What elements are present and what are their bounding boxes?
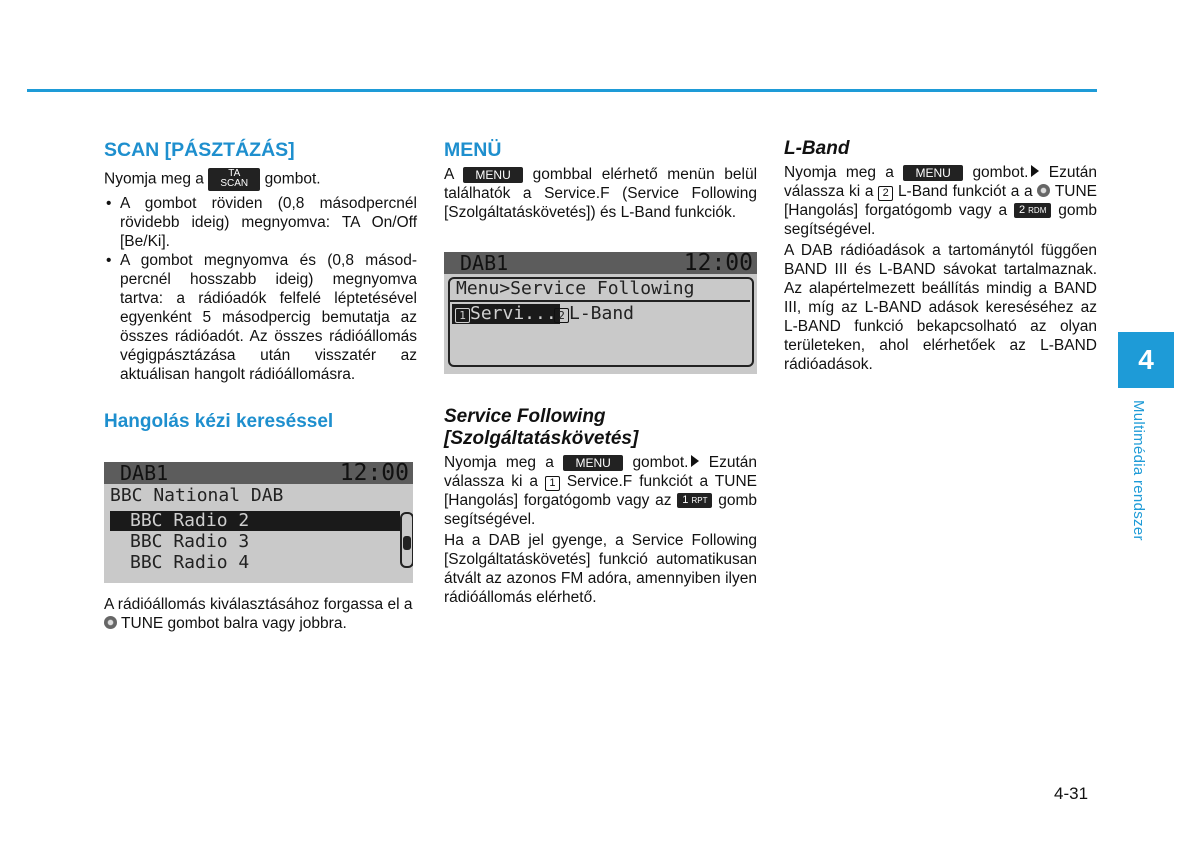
lcd-list-item: BBC Radio 3	[130, 531, 250, 552]
lband-p1-mid: gombot.	[972, 164, 1029, 181]
tune-knob-icon	[104, 616, 117, 629]
lcd-station: BBC National DAB	[110, 485, 284, 506]
tune-knob-icon	[1037, 184, 1050, 197]
lcd-screen-manual	[104, 462, 413, 583]
menu-button-icon: MENU	[463, 167, 523, 183]
lcd-option-1	[452, 304, 560, 324]
sf-p1-pre: Nyomja meg a	[444, 454, 554, 471]
rdm-number: 2	[1018, 204, 1026, 217]
lband-p1-post2: TUNE [Hangolás] forgatógomb vagy a	[784, 183, 1098, 219]
sf-heading-1: Service Following	[444, 406, 606, 427]
service-following-block	[444, 406, 757, 607]
rpt-button-icon	[677, 493, 712, 508]
scan-label: SCAN	[220, 178, 249, 189]
lband-paragraph-1: Nyomja meg a MENU gombot. Ezután válassza ki a 2 L-Band funkciót a a TUNE [Hangolás] forgatógomb vagy a 2 RDM gomb segítségével.	[784, 164, 1098, 238]
page-number: 4-31	[1054, 784, 1089, 803]
rdm-button-icon	[1014, 203, 1051, 218]
lcd-band-label: DAB1	[460, 252, 509, 275]
top-rule	[27, 89, 1097, 92]
scan-intro	[104, 168, 417, 191]
scan-heading: SCAN [PÁSZTÁZÁS]	[104, 139, 295, 161]
menu-text-pre: A	[444, 166, 454, 183]
list-item: • A gombot röviden (0,8 másodpercnél rövidebb ideig) megnyomva: TA On/Off [Be/Ki].	[104, 194, 417, 251]
chapter-tab: 4	[1118, 332, 1174, 388]
lcd-top-bar	[444, 252, 757, 274]
lband-p1-pre: Nyomja meg a	[784, 164, 894, 181]
manual-text	[104, 595, 417, 633]
manual-text-post: TUNE gombot balra vagy jobbra.	[121, 615, 347, 632]
sf-p1-end: gomb segítségével.	[444, 492, 758, 528]
lcd-screen-menu	[444, 252, 757, 374]
lband-p1-post1: L-Band funkciót a	[897, 183, 1020, 200]
scan-intro-pre: Nyomja meg a	[104, 170, 204, 188]
rpt-number: 1	[682, 494, 689, 507]
number-1-icon: 1	[545, 476, 560, 491]
rpt-label: RPT	[691, 496, 708, 506]
menu-text-post: gombbal elérhető menün belül találhatók a Service.F (Service Following [Szolgáltatáskövetés]) és L-Band funkciók.	[444, 166, 758, 221]
sf-paragraph-1	[444, 453, 757, 529]
sf-paragraph-2: Ha a DAB jel gyenge, a Service Following [Szolgáltatáskövetés] funkció automatikusan átvált az azonos FM adóra, amennyiben ilyen rádióállomás elérhető.	[444, 532, 757, 606]
manual-text-pre: A rádióállomás kiválasztásához forgassa el a	[104, 596, 413, 613]
lband-heading: L-Band	[784, 138, 850, 159]
menu-heading: MENÜ	[444, 139, 502, 161]
lcd-list-item: BBC Radio 4	[130, 552, 250, 573]
menu-text	[444, 165, 757, 222]
lcd-option-label: Servi...	[470, 303, 557, 324]
column-3	[784, 138, 1097, 374]
scan-intro-post: gombot.	[264, 170, 321, 188]
sf-p1-mid2: Ezután válassza ki a	[444, 454, 757, 490]
lcd-scroll-thumb	[403, 536, 411, 550]
manual-text-block	[104, 595, 417, 633]
sf-p1-post: Service.F funkciót a TUNE [Hangolás] forgatógomb vagy az	[444, 473, 757, 509]
lband-paragraph-2: A DAB rádióadások a tartománytól függően BAND III és L-BAND sávokat tartalmaznak. Az alapértelmezett beállítás mindig a BAND III, míg az L-BAND adások kereséséhez az L-BAND funkció bekapcsolható az olyan területeken, ahol elérhetőek az L-BAND rádióadások.	[784, 242, 1097, 373]
arrow-right-icon	[691, 455, 699, 467]
sf-p1-mid: gombot.	[632, 454, 689, 471]
rdm-label: RDM	[1028, 206, 1047, 216]
option-number-icon: 1	[455, 308, 470, 323]
lcd-option-2	[554, 304, 634, 324]
lcd-time: 12:00	[339, 462, 409, 486]
lcd-time: 12:00	[683, 252, 753, 276]
lband-p1-end: gomb segítségével.	[784, 202, 1098, 238]
ta-label: TA	[228, 168, 241, 179]
ta-scan-button-icon	[208, 168, 260, 191]
number-2-icon: 2	[878, 186, 893, 201]
sf-heading-2: [Szolgáltatáskövetés]	[444, 428, 639, 449]
arrow-right-icon	[1031, 165, 1039, 177]
lcd-scrollbar	[400, 512, 413, 568]
menu-button-icon: MENU	[903, 165, 963, 181]
lcd-band-label: DAB1	[120, 462, 169, 485]
scan-bullets	[104, 194, 417, 384]
manual-heading: Hangolás kézi kereséssel	[104, 411, 334, 432]
menu-button-icon: MENU	[563, 455, 623, 471]
lcd-list-item-selected	[110, 511, 400, 531]
list-item: • A gombot megnyomva és (0,8 másodpercnél hosszabb ideig) megnyomva tartva: a rádióadók felfelé léptetésével egyenként 5 másodpercig bemutatja az összes rádióadót. Az összes rádióállomás végigpásztázása után visszatér az aktuálisan hangolt rádióállomásra.	[104, 251, 417, 384]
column-2	[444, 138, 757, 222]
lcd-menu-title: Menu>Service Following	[456, 278, 695, 299]
option-number-icon: 2	[554, 308, 569, 323]
lband-p1-mid2: Ezután válassza ki a	[784, 164, 1097, 200]
lcd-top-bar	[104, 462, 413, 484]
lcd-item-label: BBC Radio 2	[130, 510, 250, 531]
chapter-label: Multimédia rendszer	[1130, 400, 1147, 541]
lcd-menu-divider	[450, 300, 750, 302]
lcd-option-label: L-Band	[569, 303, 635, 324]
column-1	[104, 138, 417, 434]
